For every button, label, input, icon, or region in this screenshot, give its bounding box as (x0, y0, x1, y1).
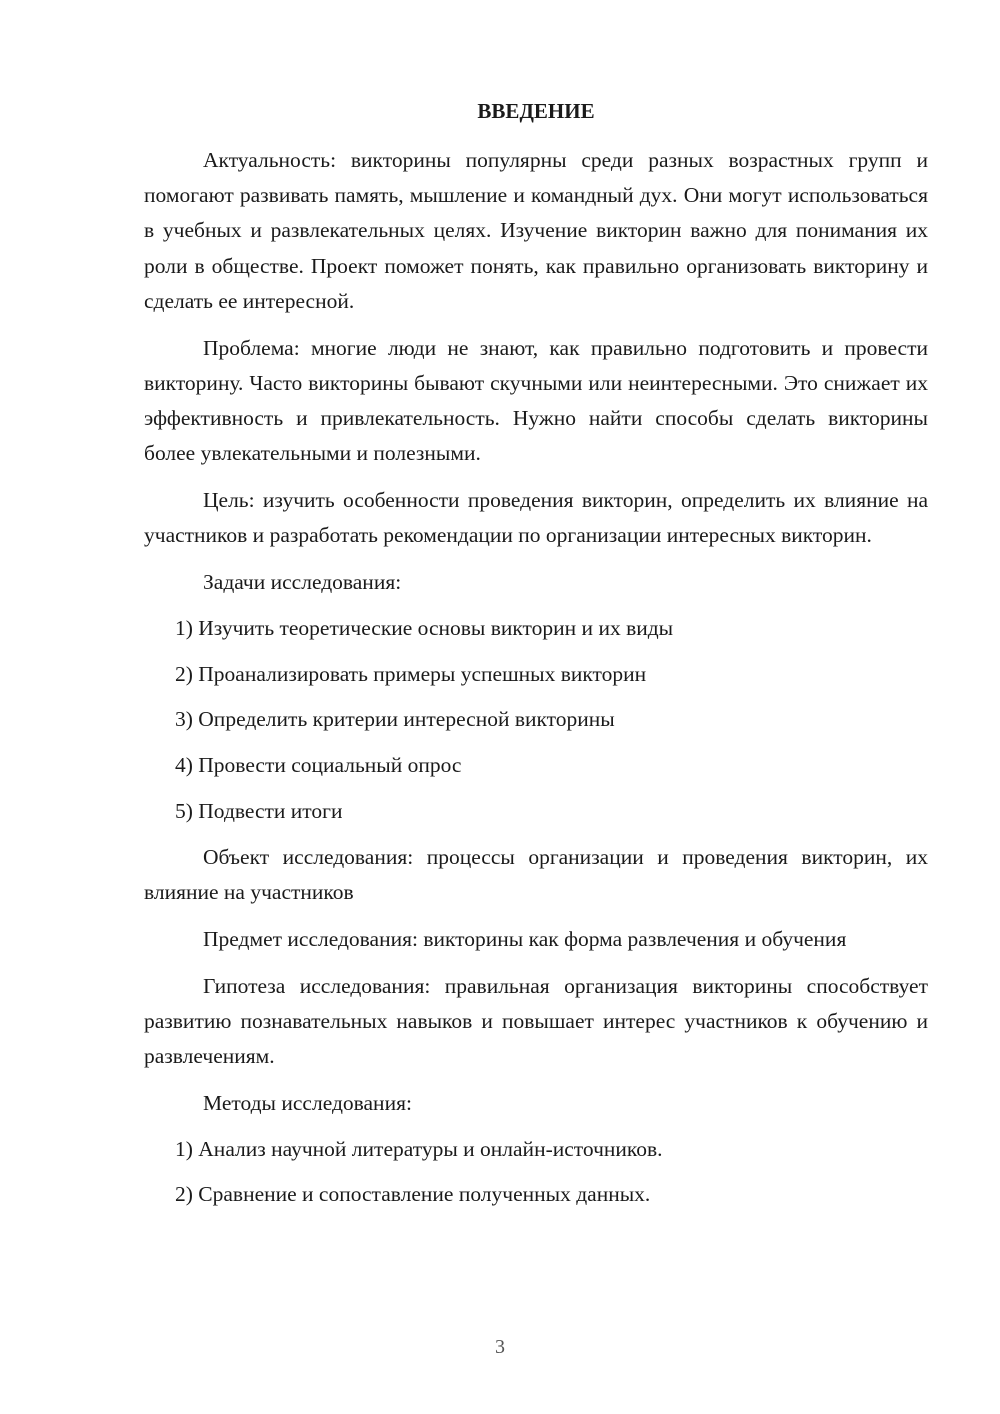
object-paragraph: Объект исследования: процессы организации и проведения викторин, их влияние на участников (144, 844, 928, 904)
document-body (144, 143, 928, 1223)
method-item: 2) Сравнение и сопоставление полученных данных. (175, 1182, 651, 1207)
tasks-heading: Задачи исследования: (203, 570, 402, 595)
subject-paragraph: Предмет исследования: викторины как форма развлечения и обучения (203, 926, 847, 951)
task-item: 3) Определить критерии интересной викторины (175, 707, 615, 732)
methods-heading: Методы исследования: (203, 1090, 412, 1115)
goal-paragraph: Цель: изучить особенности проведения викторин, определить их влияние на участников и разработать рекомендации по организации интересных викторин. (144, 488, 928, 548)
document-page (144, 0, 928, 1414)
problem-paragraph: Проблема: многие люди не знают, как правильно подготовить и провести викторину. Часто викторины бывают скучными или неинтересными. Это снижает их эффективность и привлекательность. Нужно найти способы сделать викторины более увлекательными и полезными. (144, 335, 928, 466)
task-item: 2) Проанализировать примеры успешных викторин (175, 661, 647, 686)
hypothesis-paragraph: Гипотеза исследования: правильная организация викторины способствует развитию познавательных навыков и повышает интерес участников к обучению и развлечениям. (144, 973, 928, 1068)
page-title: ВВЕДЕНИЕ (477, 99, 595, 123)
method-item: 1) Анализ научной литературы и онлайн-источников. (175, 1136, 663, 1161)
page-number: 3 (495, 1336, 505, 1358)
task-item: 5) Подвести итоги (175, 799, 343, 823)
relevance-paragraph: Актуальность: викторины популярны среди разных возрастных групп и помогают развивать память, мышление и командный дух. Они могут использоваться в учебных и развлекательных целях. Изучение викторин важно для понимания их роли в обществе. Проект поможет понять, как правильно организовать викторину и сделать ее интересной. (144, 148, 928, 313)
task-item: 4) Провести социальный опрос (175, 753, 462, 778)
task-item: 1) Изучить теоретические основы викторин и их виды (175, 615, 674, 640)
